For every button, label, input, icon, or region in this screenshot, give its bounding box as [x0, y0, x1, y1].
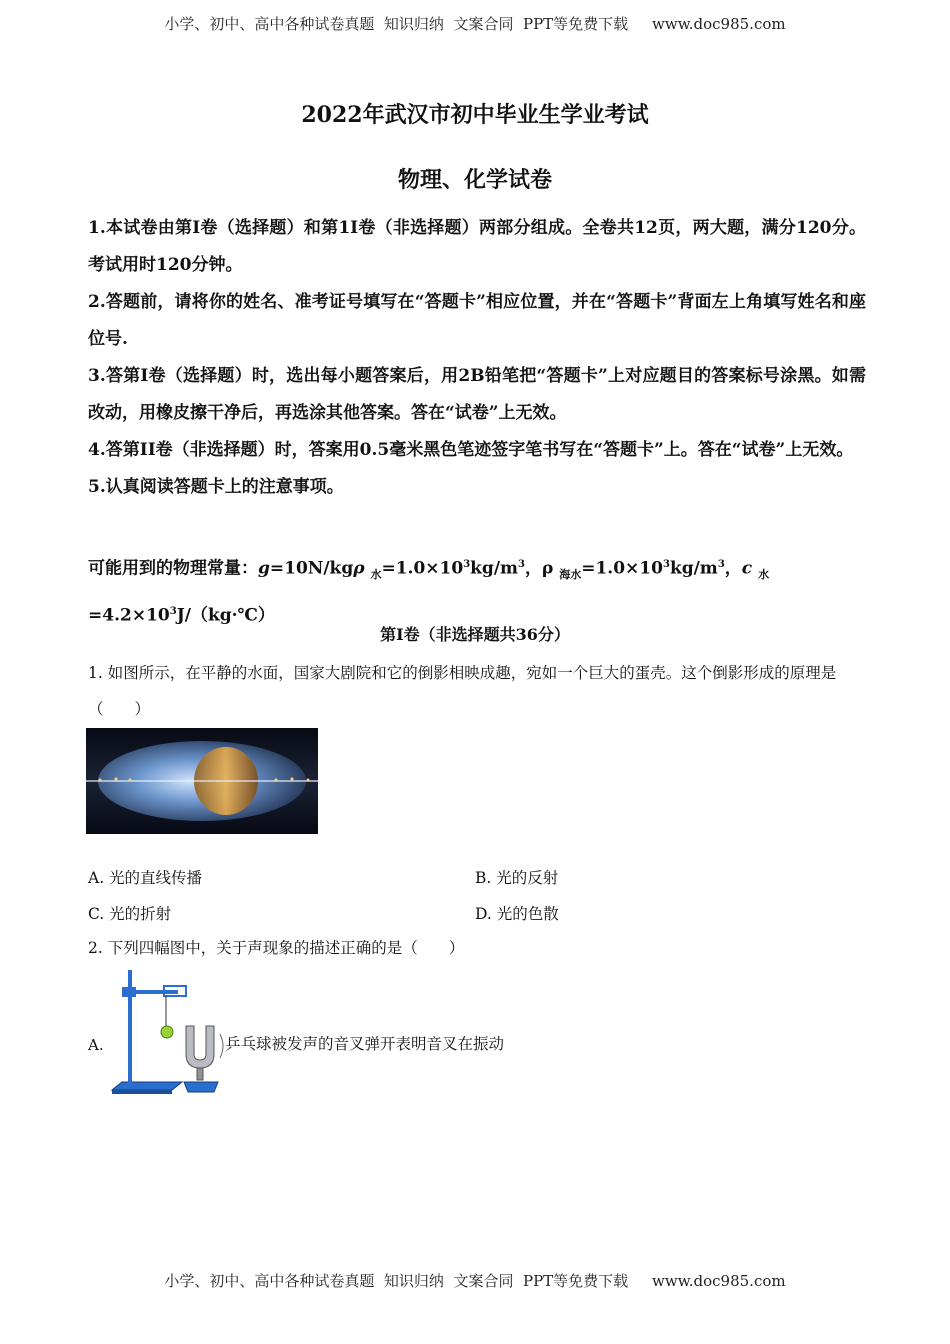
g-value: =10N/kg — [269, 558, 354, 579]
sep-1: ， — [525, 558, 542, 579]
q1-option-b: B. 光的反射 — [475, 869, 559, 887]
rho-water-symbol: ρ — [353, 558, 365, 579]
rho-sea-sub: 海水 — [559, 568, 582, 582]
tuning-fork-illustration — [108, 966, 232, 1100]
q2-option-a-text: 乒乓球被发声的音叉弹开表明音叉在振动 — [225, 1035, 505, 1053]
instruction-1: 1.本试卷由第I卷（选择题）和第1I卷（非选择题）两部分组成。全卷共12页，两大题，满分120分。考试用时120分钟。 — [88, 218, 866, 275]
c-value: =4.2×10 — [88, 605, 170, 626]
grand-theatre-image — [86, 728, 318, 834]
rho-water-sub: 水 — [370, 568, 382, 582]
c-exp: 3 — [169, 606, 177, 618]
question-2-stem: 2. 下列四幅图中，关于声现象的描述正确的是（ ） — [88, 939, 465, 957]
c-unit: J/（kg·℃） — [176, 605, 275, 626]
rho-water-unit-exp: 3 — [518, 559, 525, 570]
c-symbol: c — [741, 558, 753, 579]
rho-sea-value: =1.0×10 — [581, 558, 663, 579]
q1-option-d: D. 光的色散 — [475, 905, 559, 923]
rho-sea-unit-exp: 3 — [717, 559, 725, 570]
section-title: 第I卷（非选择题共36分） — [380, 625, 570, 644]
page-header: 小学、初中、高中各种试卷真题 知识归纳 文案合同 PPT等免费下载 www.doc985.com — [164, 15, 786, 33]
q1-option-c: C. 光的折射 — [88, 905, 172, 923]
instructions — [88, 210, 866, 506]
instruction-2: 2.答题前，请将你的姓名、准考证号填写在“答题卡”相应位置，并在“答题卡”背面左上角填写姓名和座位号. — [88, 292, 866, 349]
q2-option-a-letter: A. — [88, 1036, 104, 1054]
instruction-5: 5.认真阅读答题卡上的注意事项。 — [88, 477, 344, 497]
rho-water-exp: 3 — [463, 559, 471, 570]
instruction-3: 3.答第I卷（选择题）时，选出每小题答案后，用2B铅笔把“答题卡”上对应题目的答案标号涂黑。如需改动，用橡皮擦干净后，再选涂其他答案。答在“试卷”上无效。 — [88, 366, 866, 423]
rho-sea-unit: kg/m — [669, 558, 718, 579]
c-sub: 水 — [758, 568, 770, 582]
rho-water-value: =1.0×10 — [381, 558, 464, 579]
constants-label: 可能用到的物理常量： — [88, 558, 258, 579]
question-1-stem: 1. 如图所示，在平静的水面，国家大剧院和它的倒影相映成趣，宛如一个巨大的蛋壳。这个倒影形成的原理是（ ） — [88, 664, 837, 718]
exam-title: 2022年武汉市初中毕业生学业考试 — [301, 102, 649, 128]
tuning-fork-figure — [108, 966, 232, 1100]
rho-sea-exp: 3 — [662, 559, 670, 570]
rho-water-unit: kg/m — [470, 558, 519, 579]
rho-sea-symbol: ρ — [542, 558, 554, 579]
q1-option-a: A. 光的直线传播 — [88, 869, 203, 887]
g-symbol: g — [258, 558, 270, 579]
page-footer: 小学、初中、高中各种试卷真题 知识归纳 文案合同 PPT等免费下载 www.doc985.com — [164, 1272, 786, 1290]
grand-theatre-illustration — [86, 728, 318, 834]
instruction-4: 4.答第II卷（非选择题）时，答案用0.5毫米黑色笔迹签字笔书写在“答题卡”上。答在“试卷”上无效。 — [88, 440, 854, 460]
sep-2: ， — [724, 558, 742, 579]
exam-subtitle: 物理、化学试卷 — [397, 167, 552, 193]
